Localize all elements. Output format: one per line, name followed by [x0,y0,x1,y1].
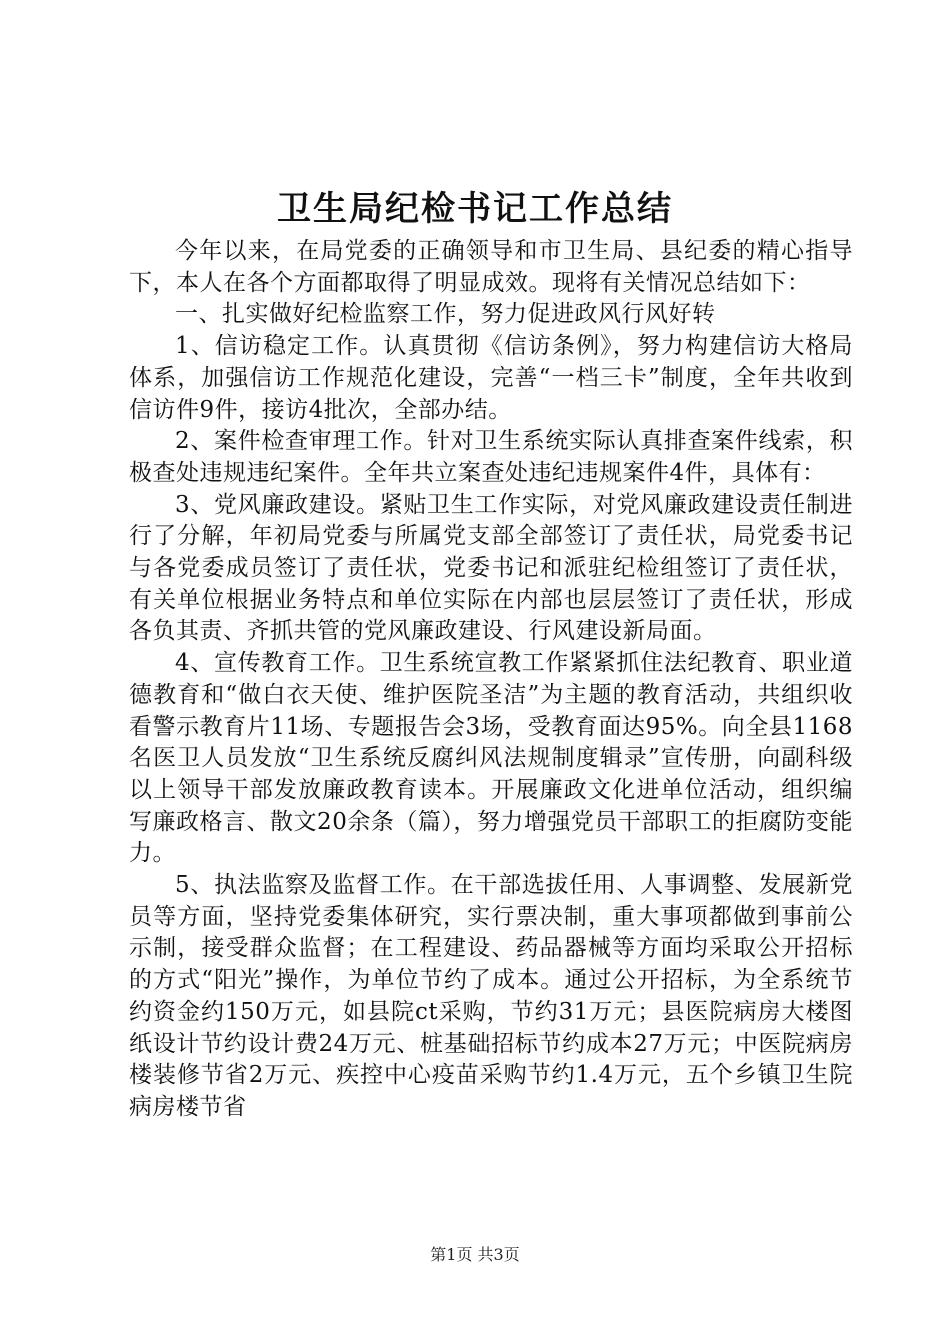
section-heading-1: 一、扎实做好纪检监察工作，努力促进政风行风好转 [175,301,716,328]
document-body [129,236,853,1124]
paragraph-case-review: 2、案件检查审理工作。针对卫生系统实际认真排查案件线索，积极查处违规违纪案件。全年共立案查处违纪违规案件4件，具体有： [129,428,853,486]
page-number-footer: 第1页 共3页 [430,1245,520,1264]
paragraph-intro: 今年以来，在局党委的正确领导和市卫生局、县纪委的精心指导下，本人在各个方面都取得了明显成效。现将有关情况总结如下： [129,238,853,296]
paragraph-party-conduct: 3、党风廉政建设。紧贴卫生工作实际，对党风廉政建设责任制进行了分解，年初局党委与所属党支部全部签订了责任状，局党委书记与各党委成员签订了责任状，党委书记和派驻纪检组签订了责任状，有关单位根据业务特点和单位实际在内部也层层签订了责任状，形成各负其责、齐抓共管的党风廉政建设、行风建设新局面。 [129,491,853,645]
paragraph-petition: 1、信访稳定工作。认真贯彻《信访条例》，努力构建信访大格局体系，加强信访工作规范化建设，完善“一档三卡”制度，全年共收到信访件9件，接访4批次，全部办结。 [129,333,853,423]
paragraph-supervision: 5、执法监察及监督工作。在干部选拔任用、人事调整、发展新党员等方面，坚持党委集体研究，实行票决制，重大事项都做到事前公示制，接受群众监督；在工程建设、药品器械等方面均采取公开招标的方式“阳光”操作，为单位节约了成本。通过公开招标，为全系统节约资金约150万元，如县院ct采购，节约31万元；县医院病房大楼图纸设计节约设计费24万元、桩基础招标节约成本27万元；中医院病房楼装修节省2万元、疾控中心疫苗采购节约1.4万元，五个乡镇卫生院病房楼节省 [129,872,853,1120]
document-title: 卫生局纪检书记工作总结 [277,189,673,229]
paragraph-education: 4、宣传教育工作。卫生系统宣教工作紧紧抓住法纪教育、职业道德教育和“做白衣天使、维护医院圣洁”为主题的教育活动，共组织收看警示教育片11场、专题报告会3场，受教育面达95%。向全县1168名医卫人员发放“卫生系统反腐纠风法规制度辑录”宣传册，向副科级以上领导干部发放廉政教育读本。开展廉政文化进单位活动，组织编写廉政格言、散文20余条（篇），努力增强党员干部职工的拒腐防变能力。 [129,650,853,867]
